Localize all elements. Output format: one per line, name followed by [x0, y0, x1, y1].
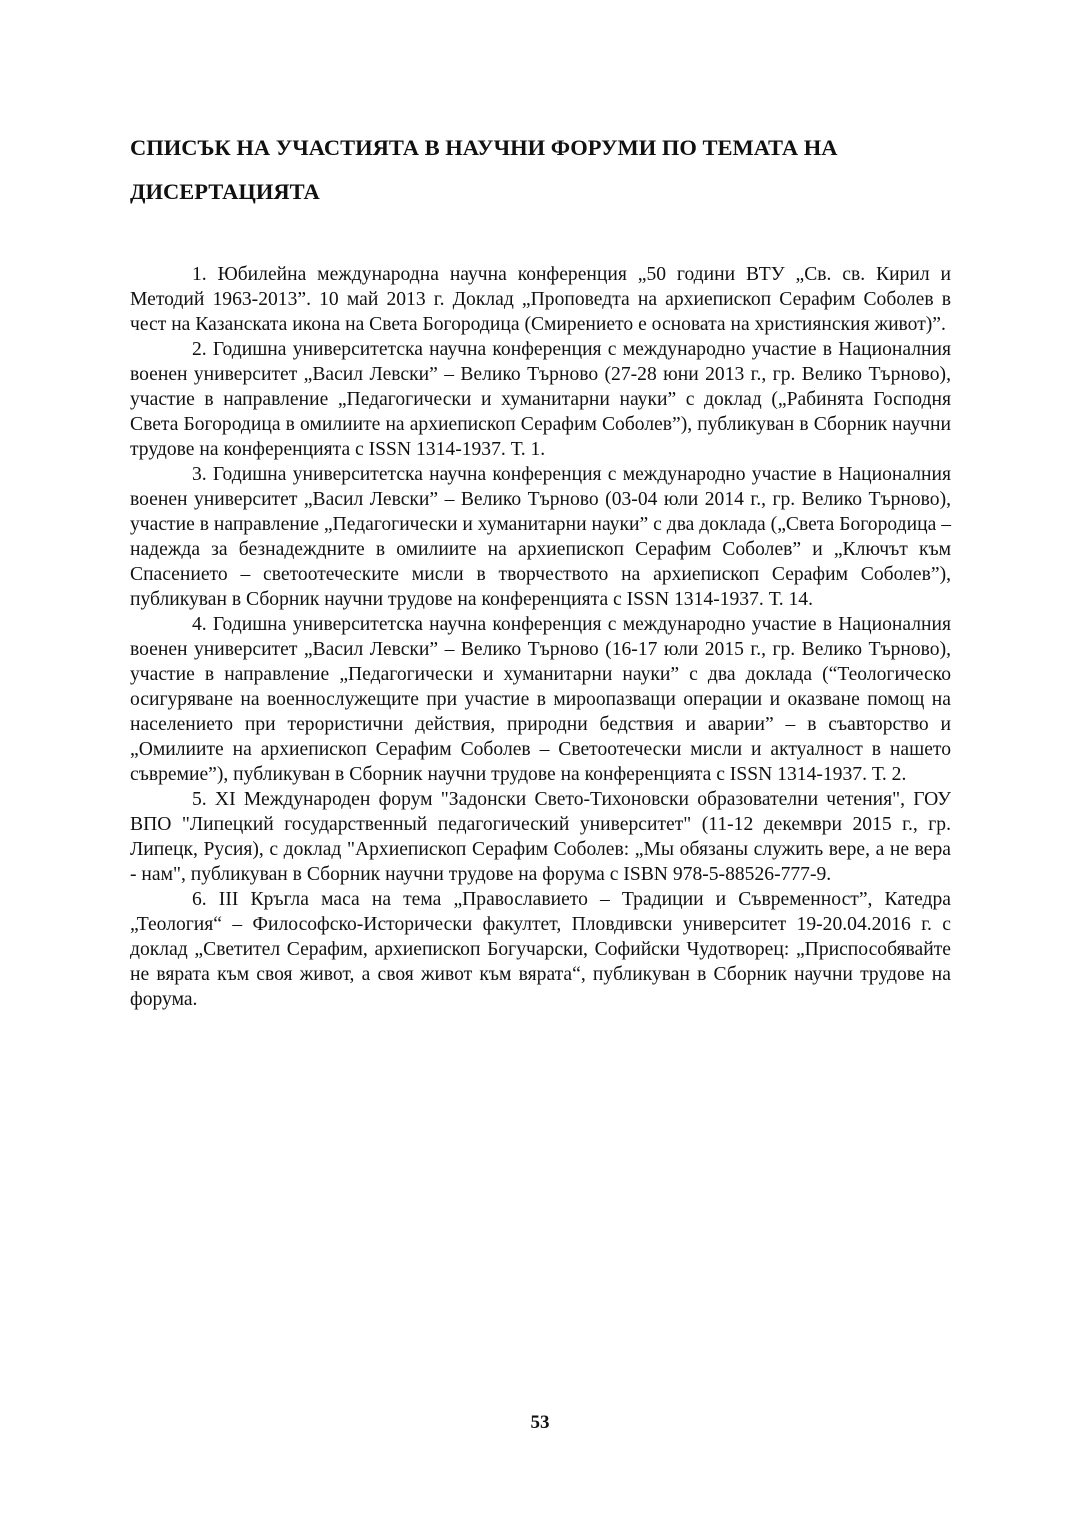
entry-list	[130, 262, 951, 1012]
page-number: 53	[530, 1412, 550, 1433]
list-item: 4. Годишна университетска научна конференция с международно участие в Националния военен университет „Васил Левски” – Велико Търново (16-17 юли 2015 г., гр. Велико Търново), участие в направление „Педагогически и хуманитарни науки” с два доклада (“Теологическо осигуряване на военнослужещите при участие в мироопазващи операции и оказване помощ на населението при терористични действия, природни бедствия и аварии” – в съавторство и „Омилиите на архиепископ Серафим Соболев – Светоотечески мисли и актуалност в нашето съвремие”), публикуван в Сборник научни трудове на конференцията с ISSN 1314-1937. Т. 2.	[130, 614, 951, 785]
list-item: 2. Годишна университетска научна конференция с международно участие в Националния военен университет „Васил Левски” – Велико Търново (27-28 юни 2013 г., гр. Велико Търново), участие в направление „Педагогически и хуманитарни науки” с доклад („Рабинята Господня Света Богородица в омилиите на архиепископ Серафим Соболев”), публикуван в Сборник научни трудове на конференцията с ISSN 1314-1937. Т. 1.	[130, 339, 951, 460]
list-item: 6. III Кръгла маса на тема „Православието – Традиции и Съвременност”, Катедра „Теология“ – Философско-Исторически факултет, Пловдивски университет 19-20.04.2016 г. с доклад „Светител Серафим, архиепископ Богучарски, Софийски Чудотворец: „Приспособявайте не вярата към своя живот, а своя живот към вярата“, публикуван в Сборник научни трудове на форума.	[130, 889, 951, 1010]
list-item: 1. Юбилейна международна научна конференция „50 години ВТУ „Св. св. Кирил и Методий 1963-2013”. 10 май 2013 г. Доклад „Проповедта на архиепископ Серафим Соболев в чест на Казанската икона на Света Богородица (Смирението е основата на християнския живот)”.	[130, 264, 951, 335]
page-title: СПИСЪК НА УЧАСТИЯТА В НАУЧНИ ФОРУМИ ПО ТЕМАТА НА ДИСЕРТАЦИЯТА	[130, 135, 838, 204]
list-item: 3. Годишна университетска научна конференция с международно участие в Националния военен университет „Васил Левски” – Велико Търново (03-04 юли 2014 г., гр. Велико Търново), участие в направление „Педагогически и хуманитарни науки” с два доклада („Света Богородица – надежда за безнадеждните в омилиите на архиепископ Серафим Соболев” и „Ключът към Спасението – светоотеческите мисли в творчеството на архиепископ Серафим Соболев”), публикуван в Сборник научни трудове на конференцията с ISSN 1314-1937. Т. 14.	[130, 464, 951, 610]
list-item: 5. XI Международен форум "Задонски Свето-Тихоновски образователни четения", ГОУ ВПО "Липецкий государственный педагогический университет" (11-12 декември 2015 г., гр. Липецк, Русия), с доклад "Архиепископ Серафим Соболев: „Мы обязаны служить вере, а не вера - нам", публикуван в Сборник научни трудове на форума с ISBN 978-5-88526-777-9.	[130, 789, 951, 885]
